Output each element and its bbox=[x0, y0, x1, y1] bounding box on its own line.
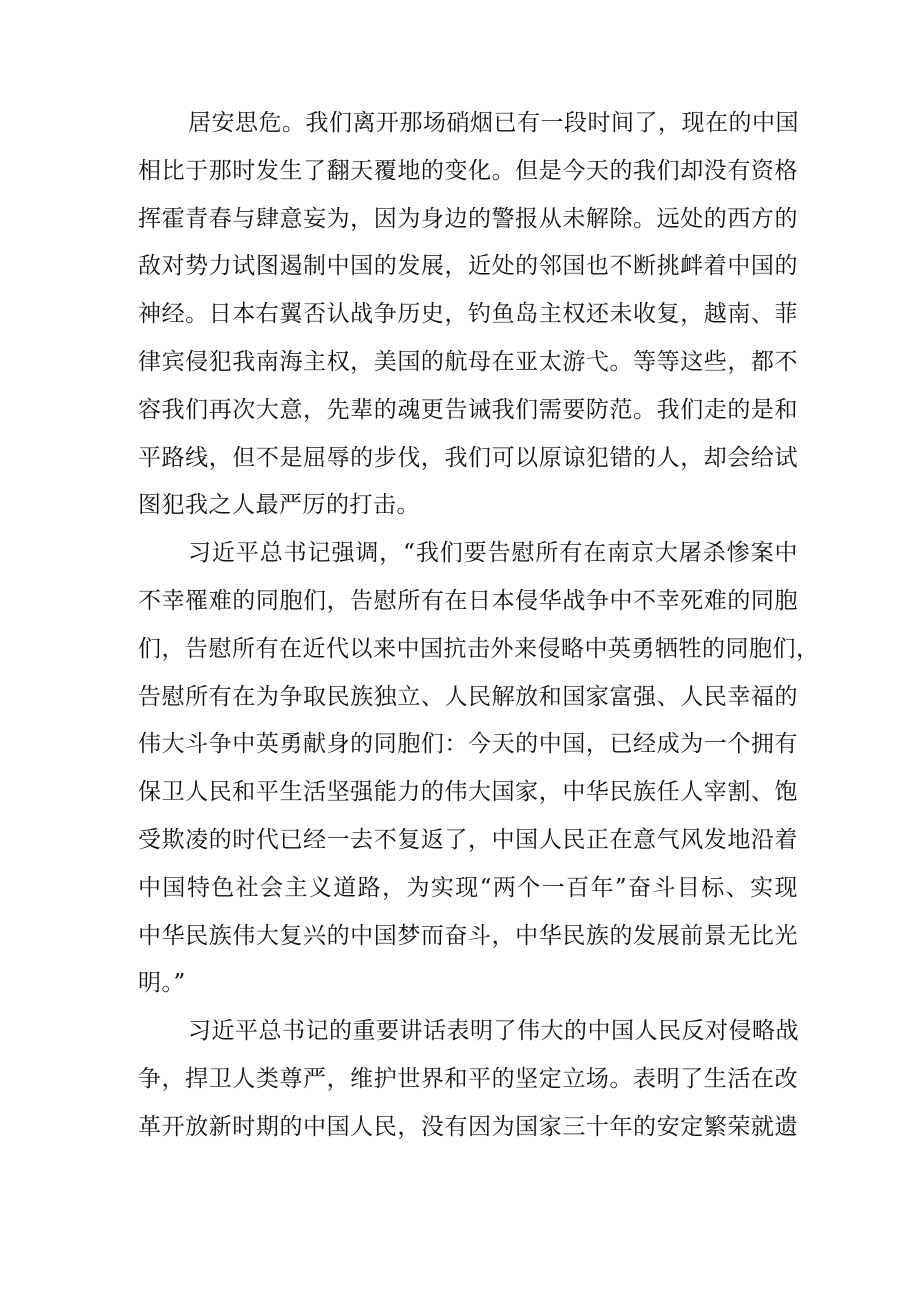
text-line: 革开放新时期的中国人民，没有因为国家三十年的安定繁荣就遗 bbox=[138, 1113, 798, 1140]
text-line: 争，捍卫人类尊严，维护世界和平的坚定立场。表明了生活在改 bbox=[138, 1065, 798, 1092]
document-body bbox=[138, 100, 820, 1152]
text-line: 保卫人民和平生活坚强能力的伟大国家，中华民族任人宰割、饱 bbox=[138, 779, 798, 806]
text-line: 伟大斗争中英勇献身的同胞们：今天的中国，已经成为一个拥有 bbox=[138, 731, 798, 758]
text-line: 不幸罹难的同胞们，告慰所有在日本侵华战争中不幸死难的同胞 bbox=[138, 587, 798, 614]
text-line: 习近平总书记的重要讲话表明了伟大的中国人民反对侵略战 bbox=[188, 1018, 799, 1045]
text-line: 们，告慰所有在近代以来中国抗击外来侵略中英勇牺牲的同胞们， bbox=[138, 635, 820, 662]
text-line: 中华民族伟大复兴的中国梦而奋斗，中华民族的发展前景无比光 bbox=[138, 922, 798, 949]
paragraph-3 bbox=[138, 1008, 798, 1151]
text-line: 告慰所有在为争取民族独立、人民解放和国家富强、人民幸福的 bbox=[138, 683, 798, 710]
paragraph-1 bbox=[138, 100, 798, 530]
text-line: 挥霍青春与肆意妄为，因为身边的警报从未解除。远处的西方的 bbox=[138, 205, 798, 232]
text-line: 习近平总书记强调，“我们要告慰所有在南京大屠杀惨案中 bbox=[188, 540, 798, 567]
text-line: 平路线，但不是屈辱的步伐，我们可以原谅犯错的人，却会给试 bbox=[138, 444, 798, 471]
text-line: 中国特色社会主义道路，为实现“两个一百年”奋斗目标、实现 bbox=[138, 874, 798, 901]
text-line: 受欺凌的时代已经一去不复返了，中国人民正在意气风发地沿着 bbox=[138, 826, 798, 853]
text-line: 明。” bbox=[138, 970, 186, 997]
text-line: 容我们再次大意，先辈的魂更告诫我们需要防范。我们走的是和 bbox=[138, 396, 798, 423]
paragraph-2 bbox=[138, 530, 820, 1008]
text-line: 居安思危。我们离开那场硝烟已有一段时间了，现在的中国 bbox=[188, 110, 799, 136]
text-line: 神经。日本右翼否认战争历史，钓鱼岛主权还未收复，越南、菲 bbox=[138, 301, 798, 328]
text-line: 律宾侵犯我南海主权，美国的航母在亚太游弋。等等这些，都不 bbox=[138, 348, 798, 375]
text-line: 敌对势力试图遏制中国的发展，近处的邻国也不断挑衅着中国的 bbox=[138, 253, 798, 280]
text-line: 相比于那时发生了翻天覆地的变化。但是今天的我们却没有资格 bbox=[138, 157, 798, 184]
text-line: 图犯我之人最严厉的打击。 bbox=[138, 492, 420, 519]
